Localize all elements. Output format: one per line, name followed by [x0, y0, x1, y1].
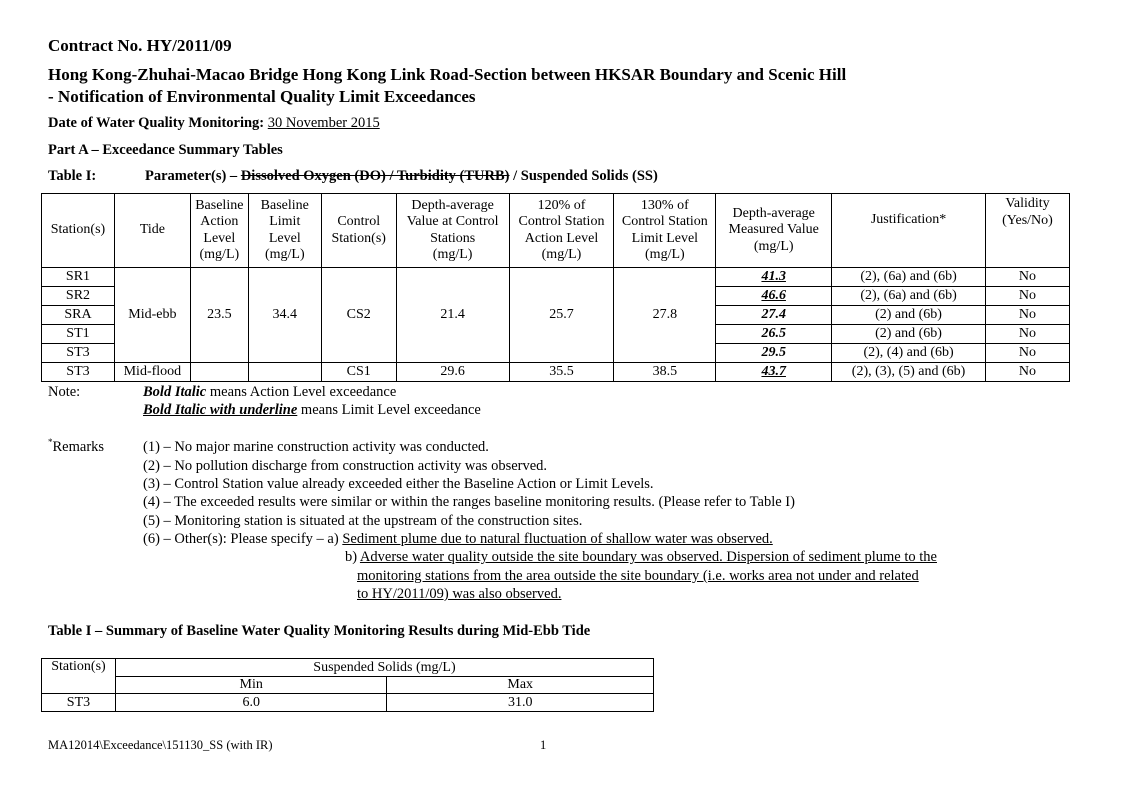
measured-value-cell: 29.5: [716, 344, 832, 363]
pct130-cell: 27.8: [614, 268, 716, 363]
justification-cell: (2) and (6b): [832, 325, 986, 344]
header-min: Min: [115, 677, 387, 694]
page-number: 1: [540, 738, 547, 752]
remark-6b-text1: Adverse water quality outside the site boundary was observed. Dispersion of sediment plume to the: [359, 549, 937, 565]
remark-5: (5) – Monitoring station is situated at the upstream of the construction sites.: [143, 513, 583, 529]
table-row: [42, 268, 1070, 287]
measured-value-cell: 41.3: [716, 268, 832, 287]
table1-label: Table I:: [48, 168, 97, 184]
header-station: Station(s): [42, 659, 116, 694]
pct120-cell: 35.5: [509, 363, 614, 382]
table-subheader-row: [42, 677, 654, 694]
pct130-cell: 38.5: [614, 363, 716, 382]
parameter-prefix: Parameter(s) –: [145, 168, 238, 184]
exceedance-table: [41, 193, 1070, 382]
remarks-label: *Remarks: [48, 437, 105, 455]
note-limit-line: [143, 402, 481, 419]
note-bold-italic: Bold Italic: [143, 384, 207, 400]
remark-4: (4) – The exceeded results were similar or within the ranges baseline monitoring results. (Please refer to Table I): [143, 494, 795, 510]
action-level-cell: [190, 363, 248, 382]
remark-1: (1) – No major marine construction activity was conducted.: [143, 439, 489, 455]
min-cell: 6.0: [115, 694, 387, 712]
remark-2: (2) – No pollution discharge from construction activity was observed.: [143, 458, 548, 474]
header-max: Max: [387, 677, 654, 694]
measured-value-cell: 43.7: [716, 363, 832, 382]
depth-control-cell: 21.4: [396, 268, 509, 363]
parameter-suffix: / Suspended Solids (SS): [513, 168, 658, 184]
justification-cell: (2), (3), (5) and (6b): [832, 363, 986, 382]
station-cell: ST1: [42, 325, 115, 344]
header-suspended-solids: Suspended Solids (mg/L): [115, 659, 653, 677]
station-cell: ST3: [42, 694, 116, 712]
note-bold-italic-desc: means Action Level exceedance: [209, 384, 397, 400]
measured-value-cell: 27.4: [716, 306, 832, 325]
table-header-row: [42, 659, 654, 677]
table-header-row: [42, 194, 1070, 268]
max-cell: 31.0: [387, 694, 654, 712]
limit-level-cell: [248, 363, 321, 382]
justification-cell: (2) and (6b): [832, 306, 986, 325]
part-a-heading: Part A – Exceedance Summary Tables: [48, 142, 283, 158]
tide-cell: Mid-flood: [114, 363, 190, 382]
header-validity: Validity (Yes/No): [985, 194, 1069, 268]
validity-cell: No: [985, 325, 1069, 344]
header-justification: Justification*: [832, 194, 986, 268]
justification-cell: (2), (4) and (6b): [832, 344, 986, 363]
measured-value-cell: 26.5: [716, 325, 832, 344]
remark-6a: Sediment plume due to natural fluctuation of shallow water was observed.: [342, 531, 773, 547]
parameter-line: [145, 168, 658, 185]
station-cell: SR2: [42, 287, 115, 306]
pct120-cell: 25.7: [509, 268, 614, 363]
validity-cell: No: [985, 287, 1069, 306]
validity-cell: No: [985, 306, 1069, 325]
action-level-cell: 23.5: [190, 268, 248, 363]
remark-6-prefix: (6) – Other(s): Please specify – a): [143, 531, 339, 547]
remark-6b-line1: [345, 549, 937, 566]
monitoring-date-label: Date of Water Quality Monitoring:: [48, 115, 265, 131]
control-station-cell: CS1: [321, 363, 396, 382]
remarks-star: *: [48, 437, 53, 447]
contract-number: Contract No. HY/2011/09: [48, 36, 232, 55]
header-130pct: 130% of Control Station Limit Level (mg/L): [614, 194, 716, 268]
validity-cell: No: [985, 344, 1069, 363]
header-station: Station(s): [42, 194, 115, 268]
document-subtitle: - Notification of Environmental Quality Limit Exceedances: [48, 87, 476, 106]
limit-level-cell: 34.4: [248, 268, 321, 363]
remark-6b-line3: to HY/2011/09) was also observed.: [357, 586, 562, 602]
table-row: [42, 363, 1070, 382]
remark-6b-prefix: b): [345, 549, 358, 565]
note-bold-italic-underline: Bold Italic with underline: [143, 402, 298, 418]
header-baseline-action: Baseline Action Level (mg/L): [190, 194, 248, 268]
footer-file-path: MA12014\Exceedance\151130_SS (with IR): [48, 738, 273, 752]
monitoring-date-line: [48, 115, 380, 132]
note-bold-italic-underline-desc: means Limit Level exceedance: [300, 402, 481, 418]
validity-cell: No: [985, 268, 1069, 287]
header-measured-value: Depth-average Measured Value (mg/L): [716, 194, 832, 268]
header-depth-control: Depth-average Value at Control Stations (mg/L): [396, 194, 509, 268]
depth-control-cell: 29.6: [396, 363, 509, 382]
parameter-struck: Dissolved Oxygen (DO) / Turbidity (TURB): [240, 168, 510, 184]
table-row: [42, 694, 654, 712]
remark-6: [143, 531, 773, 548]
document-title: Hong Kong-Zhuhai-Macao Bridge Hong Kong Link Road-Section between HKSAR Boundary and Scenic Hill: [48, 65, 847, 84]
tide-cell: Mid-ebb: [114, 268, 190, 363]
remark-6b-line2: monitoring stations from the area outside the site boundary (i.e. works area not under and related: [357, 568, 919, 584]
remark-3: (3) – Control Station value already exceeded either the Baseline Action or Limit Levels.: [143, 476, 654, 492]
station-cell: ST3: [42, 344, 115, 363]
note-action-line: [143, 384, 396, 401]
station-cell: SR1: [42, 268, 115, 287]
header-120pct: 120% of Control Station Action Level (mg/L): [509, 194, 614, 268]
validity-cell: No: [985, 363, 1069, 382]
baseline-table-title: Table I – Summary of Baseline Water Quality Monitoring Results during Mid-Ebb Tide: [48, 623, 591, 639]
baseline-table: [41, 658, 654, 712]
justification-cell: (2), (6a) and (6b): [832, 287, 986, 306]
header-baseline-limit: Baseline Limit Level (mg/L): [248, 194, 321, 268]
note-label: Note:: [48, 384, 81, 400]
station-cell: ST3: [42, 363, 115, 382]
justification-cell: (2), (6a) and (6b): [832, 268, 986, 287]
header-control-station: Control Station(s): [321, 194, 396, 268]
monitoring-date-value: 30 November 2015: [267, 115, 380, 131]
measured-value-cell: 46.6: [716, 287, 832, 306]
control-station-cell: CS2: [321, 268, 396, 363]
station-cell: SRA: [42, 306, 115, 325]
header-tide: Tide: [114, 194, 190, 268]
